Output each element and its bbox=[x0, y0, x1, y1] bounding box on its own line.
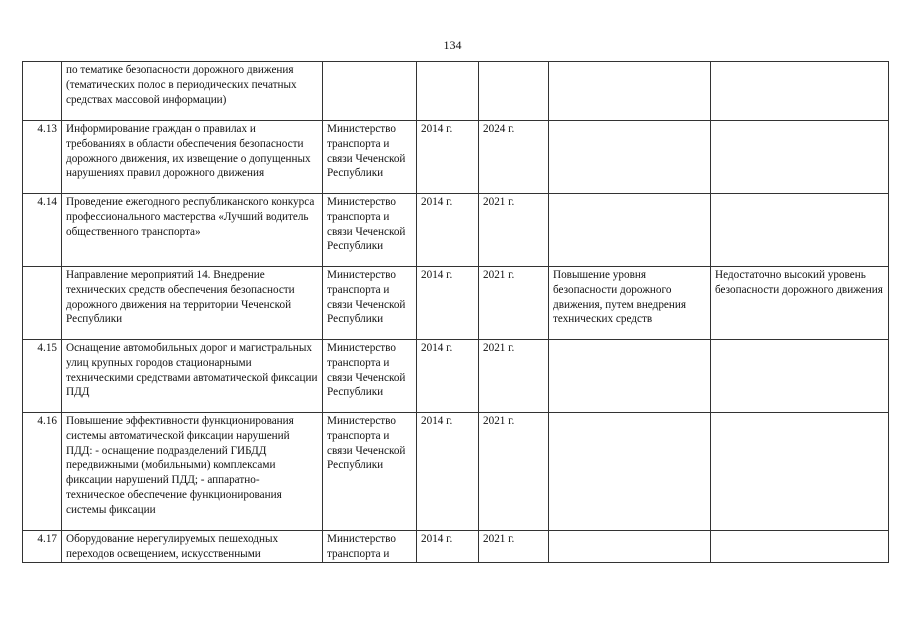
start-year: 2014 г. bbox=[417, 194, 479, 267]
problems bbox=[711, 340, 889, 413]
problems bbox=[711, 62, 889, 121]
expected-result bbox=[549, 194, 711, 267]
end-year: 2021 г. bbox=[479, 531, 549, 563]
measure-name: Информирование граждан о правилах и требованиях в области обеспечения безопасности дорожного движения, их извещение о допущенных нарушениях правил дорожного движения bbox=[62, 121, 323, 194]
executor: Министерство транспорта и bbox=[323, 531, 417, 563]
row-number: 4.14 bbox=[23, 194, 62, 267]
row-number: 4.13 bbox=[23, 121, 62, 194]
start-year: 2014 г. bbox=[417, 267, 479, 340]
expected-result bbox=[549, 413, 711, 531]
measure-name: Повышение эффективности функционирования системы автоматической фиксации нарушений ПДД: - оснащение подразделений ГИБДД передвижными (мобильными) комплексами фиксации нарушений ПДД; - аппаратно-техническое обеспечение функционирования системы фиксации bbox=[62, 413, 323, 531]
problems bbox=[711, 121, 889, 194]
table-row bbox=[23, 62, 889, 121]
end-year: 2024 г. bbox=[479, 121, 549, 194]
expected-result bbox=[549, 531, 711, 563]
measure-name: Оборудование нерегулируемых пешеходных переходов освещением, искусственными bbox=[62, 531, 323, 563]
row-number bbox=[23, 267, 62, 340]
start-year: 2014 г. bbox=[417, 121, 479, 194]
row-number: 4.17 bbox=[23, 531, 62, 563]
problems: Недостаточно высокий уровень безопасности дорожного движения bbox=[711, 267, 889, 340]
problems bbox=[711, 531, 889, 563]
row-number bbox=[23, 62, 62, 121]
table-row bbox=[23, 267, 889, 340]
end-year bbox=[479, 62, 549, 121]
end-year: 2021 г. bbox=[479, 267, 549, 340]
expected-result bbox=[549, 340, 711, 413]
row-number: 4.16 bbox=[23, 413, 62, 531]
executor bbox=[323, 62, 417, 121]
table-row bbox=[23, 413, 889, 531]
start-year bbox=[417, 62, 479, 121]
measure-name: по тематике безопасности дорожного движения (тематических полос в периодических печатных средствах массовой информации) bbox=[62, 62, 323, 121]
table-row bbox=[23, 531, 889, 563]
measures-table bbox=[22, 61, 889, 563]
problems bbox=[711, 194, 889, 267]
table-row bbox=[23, 121, 889, 194]
end-year: 2021 г. bbox=[479, 413, 549, 531]
row-number: 4.15 bbox=[23, 340, 62, 413]
expected-result bbox=[549, 62, 711, 121]
executor: Министерство транспорта и связи Чеченской Республики bbox=[323, 413, 417, 531]
problems bbox=[711, 413, 889, 531]
executor: Министерство транспорта и связи Чеченской Республики bbox=[323, 267, 417, 340]
end-year: 2021 г. bbox=[479, 340, 549, 413]
start-year: 2014 г. bbox=[417, 340, 479, 413]
start-year: 2014 г. bbox=[417, 531, 479, 563]
executor: Министерство транспорта и связи Чеченской Республики bbox=[323, 121, 417, 194]
table-row bbox=[23, 194, 889, 267]
measure-name: Направление мероприятий 14. Внедрение технических средств обеспечения безопасности дорожного движения на территории Чеченской Республики bbox=[62, 267, 323, 340]
measure-name: Оснащение автомобильных дорог и магистральных улиц крупных городов стационарными техническими средствами автоматической фиксации ПДД bbox=[62, 340, 323, 413]
expected-result: Повышение уровня безопасности дорожного движения, путем внедрения технических средств bbox=[549, 267, 711, 340]
measure-name: Проведение ежегодного республиканского конкурса профессионального мастерства «Лучший водитель общественного транспорта» bbox=[62, 194, 323, 267]
executor: Министерство транспорта и связи Чеченской Республики bbox=[323, 340, 417, 413]
page-number: 134 bbox=[443, 38, 462, 52]
end-year: 2021 г. bbox=[479, 194, 549, 267]
start-year: 2014 г. bbox=[417, 413, 479, 531]
table-row bbox=[23, 340, 889, 413]
executor: Министерство транспорта и связи Чеченской Республики bbox=[323, 194, 417, 267]
expected-result bbox=[549, 121, 711, 194]
